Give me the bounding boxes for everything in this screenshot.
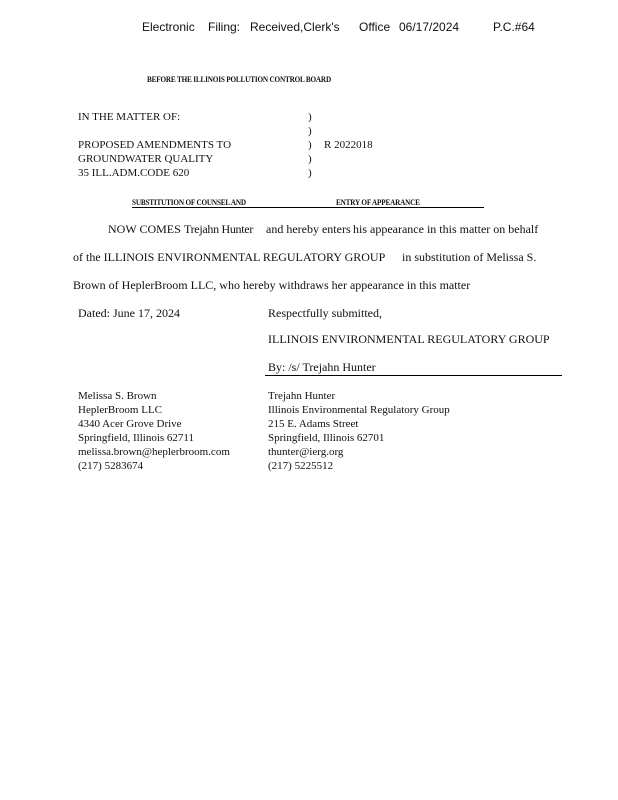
- heading-entry: ENTRY OF APPEARANCE: [336, 198, 420, 207]
- paren-2: ): [308, 125, 312, 137]
- heading-underline: [132, 207, 484, 208]
- caption-line-1: PROPOSED AMENDMENTS TO: [78, 139, 232, 151]
- body-his: his: [353, 222, 368, 236]
- heading-substitution: SUBSTITUTION OF COUNSEL AND: [132, 198, 246, 207]
- signature-org: ILLINOIS ENVIRONMENTAL REGULATORY GROUP: [268, 332, 550, 346]
- dated: Dated: June 17, 2024: [78, 306, 180, 320]
- contact-right-email: thunter@ierg.org: [268, 446, 344, 458]
- paren-1: ): [308, 111, 312, 123]
- header-filing: Filing:: [208, 20, 241, 34]
- header-received: Received,Clerk's: [250, 20, 340, 34]
- contact-left-phone: (217) 5283674: [78, 460, 144, 472]
- respectfully-submitted: Respectfully submitted,: [268, 306, 382, 320]
- body-appearance: appearance in this matter on behalf: [370, 222, 539, 236]
- in-the-matter-of: IN THE MATTER OF:: [78, 111, 181, 123]
- caption-line-2: GROUNDWATER QUALITY: [78, 153, 214, 165]
- body-line-2a: of the ILLINOIS ENVIRONMENTAL REGULATORY GROUP: [73, 250, 386, 264]
- contact-right-phone: (217) 5225512: [268, 460, 334, 472]
- paren-3: ): [308, 139, 312, 151]
- header-pc-number: P.C.#64: [493, 20, 535, 34]
- body-name: Trejahn Hunter: [184, 222, 254, 236]
- contact-left-city: Springfield, Illinois 62711: [78, 432, 195, 444]
- caption-line-3: 35 ILL.ADM.CODE 620: [78, 167, 190, 179]
- body-line-2b: in substitution of Melissa S.: [402, 250, 537, 264]
- paren-4: ): [308, 153, 312, 165]
- body-now-comes: NOW COMES: [108, 222, 181, 236]
- header-office: Office: [359, 20, 391, 34]
- signature-by: By: /s/ Trejahn Hunter: [268, 360, 376, 374]
- contact-right-street: 215 E. Adams Street: [268, 418, 359, 430]
- body-hereby-enters: and hereby enters: [266, 222, 351, 236]
- contact-left-name: Melissa S. Brown: [78, 390, 157, 402]
- body-line-3: Brown of HeplerBroom LLC, who hereby withdraws her appearance in this matter: [73, 278, 471, 292]
- contact-left-email: melissa.brown@heplerbroom.com: [78, 446, 230, 458]
- signature-underline: [265, 375, 562, 376]
- docket-number: R 2022018: [324, 139, 373, 151]
- contact-left-street: 4340 Acer Grove Drive: [78, 418, 182, 430]
- header-date: 06/17/2024: [399, 20, 460, 34]
- contact-right-city: Springfield, Illinois 62701: [268, 432, 385, 444]
- board-title: BEFORE THE ILLINOIS POLLUTION CONTROL BOARD: [147, 75, 331, 84]
- header-electronic: Electronic: [142, 20, 195, 34]
- contact-right-org: Illinois Environmental Regulatory Group: [268, 404, 450, 416]
- paren-5: ): [308, 167, 312, 179]
- contact-left-firm: HeplerBroom LLC: [78, 404, 163, 416]
- contact-right-name: Trejahn Hunter: [268, 390, 336, 402]
